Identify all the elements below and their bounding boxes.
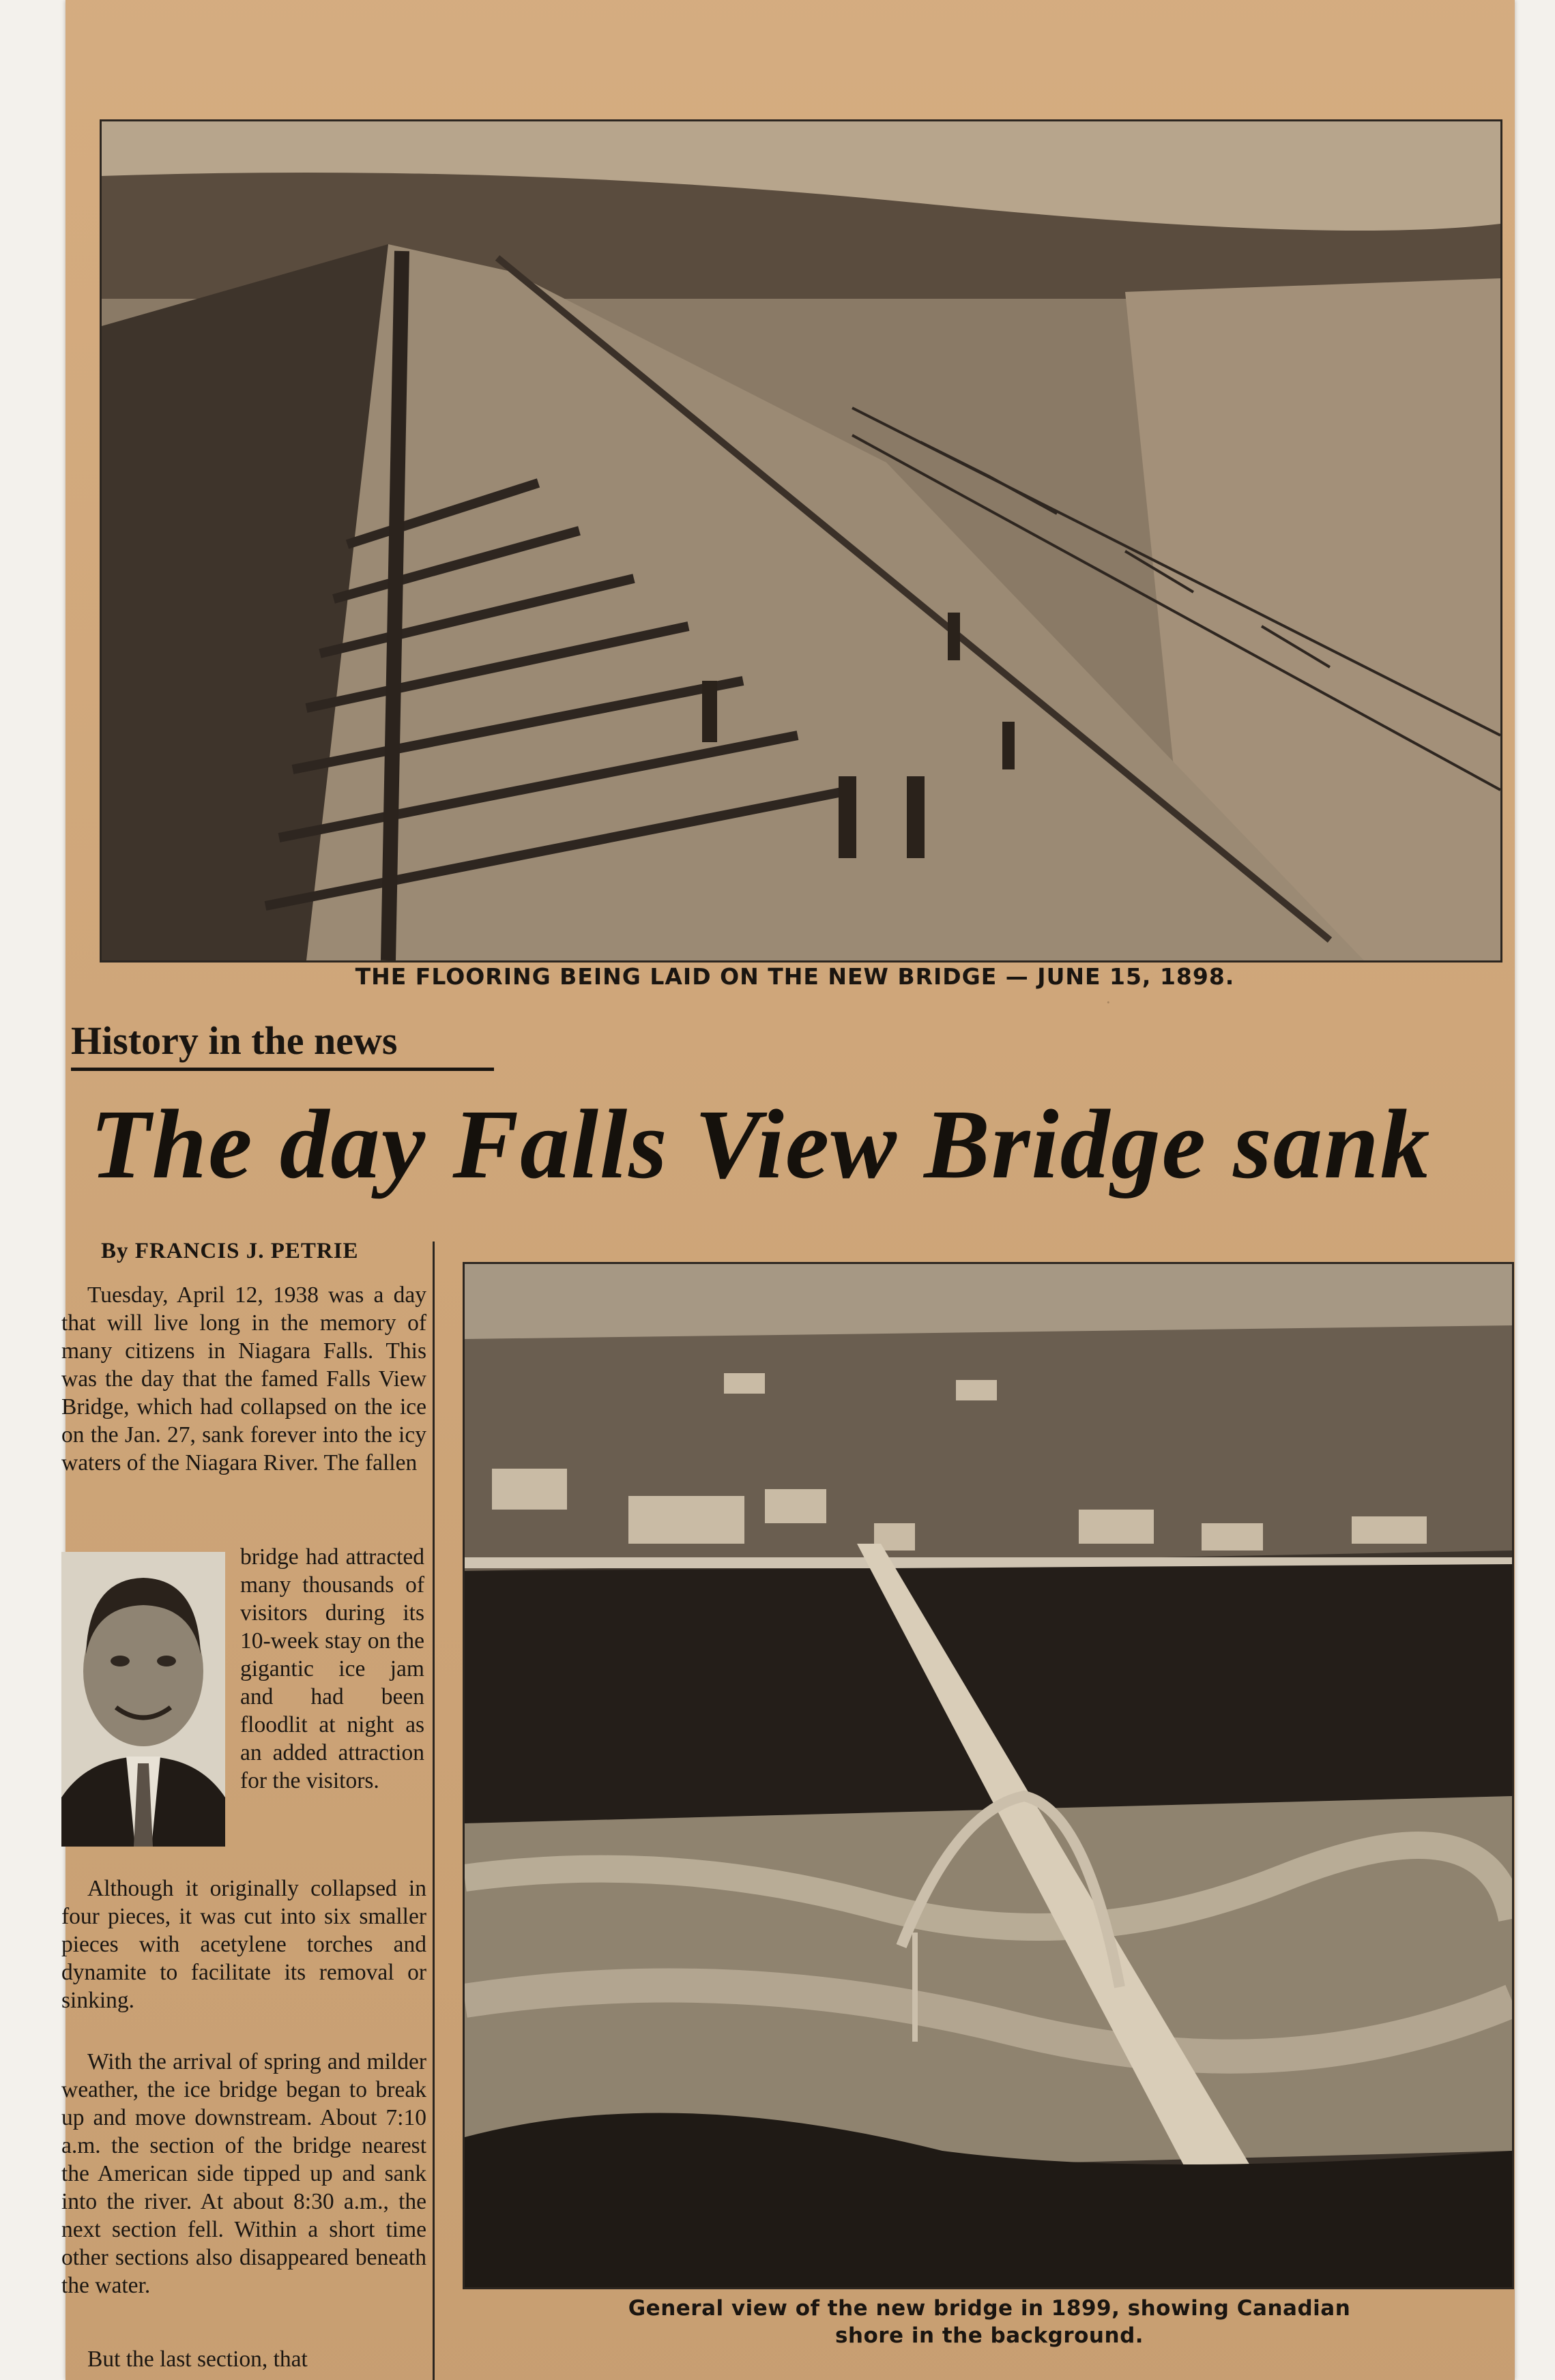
paragraph-4: But the last section, that bbox=[87, 2347, 308, 2372]
bleed-through-text: · bbox=[1105, 993, 1111, 1012]
top-photo-caption: THE FLOORING BEING LAID ON THE NEW BRIDGE — JUNE 15, 1898. bbox=[355, 963, 1235, 990]
top-photo-bridge-flooring bbox=[100, 119, 1502, 963]
section-kicker: History in the news bbox=[71, 1018, 494, 1071]
paragraph-1-wrap: bridge had attracted many thousands of visitors during its 10-week stay on the gigantic ice jam and had been floodlit at night as an added attraction for the visitors. bbox=[240, 1544, 424, 1793]
paragraph-1-top: Tuesday, April 12, 1938 was a day that will live long in the memory of many citizens in Niagara Falls. This was the day that the famed Falls View Bridge, which had collapsed on the ice on the Jan. 27, sank forever into the icy waters of the Niagara River. The fallen bbox=[61, 1282, 426, 1475]
paragraph-3: With the arrival of spring and milder weather, the ice bridge began to break up and move downstream. About 7:10 a.m. the section of the bridge nearest the American side tipped up and sank into the river. At about 8:30 a.m., the next section fell. Within a short time other sections also disappeared beneath the water. bbox=[61, 2049, 426, 2298]
headline: The day Falls View Bridge sank bbox=[90, 1090, 1432, 1199]
bottom-photo-caption-line2: shore in the background. bbox=[834, 2323, 1144, 2348]
author-portrait bbox=[61, 1552, 225, 1847]
bottom-photo-bridge-1899 bbox=[463, 1262, 1514, 2289]
paragraph-2: Although it originally collapsed in four pieces, it was cut into six smaller pieces with acetylene torches and dynamite to facilitate its removal or sinking. bbox=[61, 1876, 426, 2013]
bottom-photo-caption-line1: General view of the new bridge in 1899, showing Canadian bbox=[628, 2296, 1351, 2321]
byline: By FRANCIS J. PETRIE bbox=[101, 1239, 359, 1263]
column-rule bbox=[433, 1242, 435, 2380]
